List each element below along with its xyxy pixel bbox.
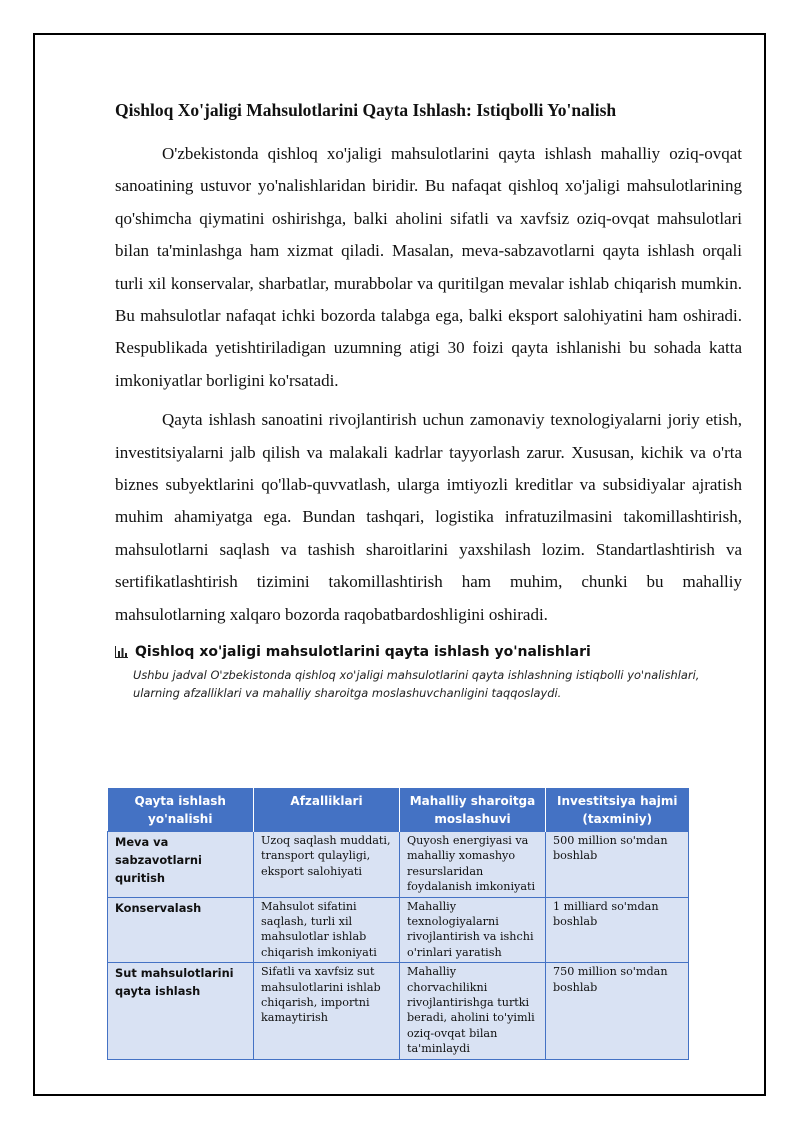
table-row	[108, 963, 689, 1059]
document-title: Qishloq Xo'jaligi Mahsulotlarini Qayta Ishlash: Istiqbolli Yo'nalish	[115, 100, 617, 120]
column-header: Investitsiya hajmi (taxminiy)	[546, 788, 689, 832]
table-cell: Sut mahsulotlarini qayta ishlash	[108, 963, 254, 1059]
paragraph-1: O'zbekistonda qishloq xo'jaligi mahsulotlarini qayta ishlash mahalliy oziq-ovqat sanoatining ustuvor yo'nalishlaridan biridir. Bu nafaqat qishloq xo'jaligi mahsulotlarining qo'shimcha qiymatini oshirishga, balki aholini sifatli va xavfsiz oziq-ovqat mahsulotlari bilan ta'minlashga ham xizmat qiladi. Masalan, meva-sabzavotlarni qayta ishlash orqali turli xil konservalar, sharbatlar, murabbolar va quritilgan mevalar ishlab chiqarish mumkin. Bu mahsulotlar nafaqat ichki bozorda talabga ega, balki eksport salohiyatini ham oshiradi. Respublikada yetishtiriladigan uzumning atigi 30 foizi qayta ishlanishi bu sohada katta imkoniyatlar borligini ko'rsatadi.	[115, 144, 742, 390]
table-row	[108, 832, 689, 898]
section-heading-text: Qishloq xo'jaligi mahsulotlarini qayta ishlash yo'nalishlari	[135, 644, 591, 661]
column-header: Afzalliklari	[254, 788, 400, 832]
paragraph-2: Qayta ishlash sanoatini rivojlantirish uchun zamonaviy texnologiyalarni joriy etish, investitsiyalarni jalb qilish va malakali kadrlar tayyorlash zarur. Xususan, kichik va o'rta biznes subyektlarini qo'llab-quvvatlash, ularga imtiyozli kreditlar va subsidiyalar ajratish muhim ahamiyatga ega. Bundan tashqari, logistika infratuzilmasini takomillashtirish, mahsulotlarni saqlash va tashish sharoitlarini yaxshilash lozim. Standartlashtirish va sertifikatlashtirish tizimini takomillashtirish ham muhim, chunki bu mahalliy mahsulotlarning xalqaro bozorda raqobatbardoshligini oshiradi.	[115, 410, 742, 624]
column-header: Qayta ishlash yo'nalishi	[108, 788, 254, 832]
document-body	[115, 96, 742, 702]
table-header-row	[108, 788, 689, 832]
processing-directions-table	[107, 788, 689, 1060]
table-cell: Mahalliy texnologiyalarni rivojlantirish va ishchi o'rinlari yaratish	[400, 897, 546, 963]
table-section-heading	[115, 644, 742, 660]
table-cell: Sifatli va xavfsiz sut mahsulotlarini ishlab chiqarish, importni kamaytirish	[254, 963, 400, 1059]
table-cell: Meva va sabzavotlarni quritish	[108, 832, 254, 898]
table-cell: Mahalliy chorvachilikni rivojlantirishga turtki beradi, aholini to'yimli oziq-ovqat bilan ta'minlaydi	[400, 963, 546, 1059]
table-cell: Uzoq saqlash muddati, transport qulayligi, eksport salohiyati	[254, 832, 400, 898]
table-cell: Mahsulot sifatini saqlash, turli xil mahsulotlar ishlab chiqarish imkoniyati	[254, 897, 400, 963]
bar-chart-icon	[115, 646, 128, 658]
table-cell: Konservalash	[108, 897, 254, 963]
table-cell: 1 milliard so'mdan boshlab	[546, 897, 689, 963]
table-cell: 500 million so'mdan boshlab	[546, 832, 689, 898]
column-header: Mahalliy sharoitga moslashuvi	[400, 788, 546, 832]
table-row	[108, 897, 689, 963]
table-cell: 750 million so'mdan boshlab	[546, 963, 689, 1059]
table-caption: Ushbu jadval O'zbekistonda qishloq xo'jaligi mahsulotlarini qayta ishlashning istiqbolli yo'nalishlari, ularning afzalliklari va mahalliy sharoitga moslashuvchanligini taqqoslaydi.	[133, 668, 700, 701]
table-cell: Quyosh energiyasi va mahalliy xomashyo resurslaridan foydalanish imkoniyati	[400, 832, 546, 898]
